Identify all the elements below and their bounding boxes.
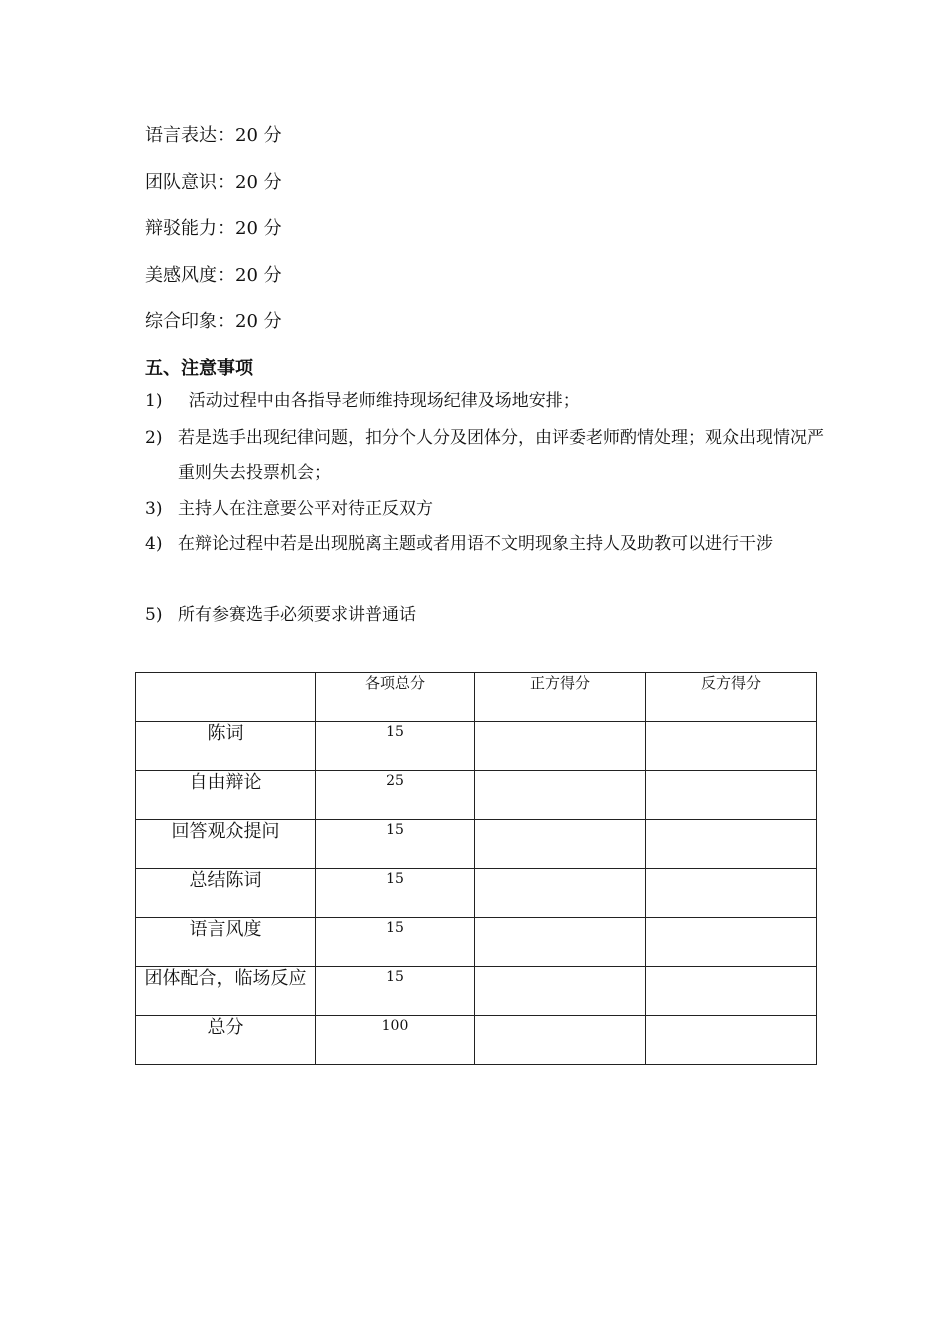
row-total: 15 [316, 820, 475, 869]
row-pro-score[interactable] [475, 820, 646, 869]
row-con-score[interactable] [646, 771, 817, 820]
table-row-total [136, 1016, 817, 1065]
row-label: 总分 [136, 1016, 316, 1065]
row-con-score[interactable] [646, 1016, 817, 1065]
row-label: 自由辩论 [136, 771, 316, 820]
score-criterion-style: 美感风度：20 分 [145, 265, 282, 286]
table-header-con: 反方得分 [646, 673, 817, 722]
note-item [145, 421, 825, 491]
row-total: 25 [316, 771, 475, 820]
table-row [136, 820, 817, 869]
row-label: 总结陈词 [136, 869, 316, 918]
table-header-total: 各项总分 [316, 673, 475, 722]
row-con-score[interactable] [646, 722, 817, 771]
row-pro-score[interactable] [475, 1016, 646, 1065]
row-pro-score[interactable] [475, 918, 646, 967]
score-criterion-teamwork: 团队意识：20 分 [145, 172, 282, 193]
row-pro-score[interactable] [475, 771, 646, 820]
table-row [136, 722, 817, 771]
note-item-text: 主持人在注意要公平对待正反双方 [178, 499, 433, 519]
row-total: 15 [316, 967, 475, 1016]
note-item [145, 384, 825, 419]
note-item [145, 598, 825, 633]
row-pro-score[interactable] [475, 967, 646, 1016]
note-item [145, 527, 825, 562]
row-con-score[interactable] [646, 820, 817, 869]
note-item-text: 所有参赛选手必须要求讲普通话 [178, 605, 416, 625]
row-con-score[interactable] [646, 967, 817, 1016]
note-item-number: 4) [145, 534, 163, 554]
row-con-score[interactable] [646, 869, 817, 918]
row-pro-score[interactable] [475, 722, 646, 771]
table-header-blank [136, 673, 316, 722]
table-header-row [136, 673, 817, 722]
section-heading-notes: 五、注意事项 [145, 358, 253, 379]
score-criterion-rebuttal: 辩驳能力：20 分 [145, 218, 282, 239]
note-item-text: 活动过程中由各指导老师维持现场纪律及场地安排； [178, 391, 580, 411]
table-row [136, 869, 817, 918]
note-item-text: 在辩论过程中若是出现脱离主题或者用语不文明现象主持人及助教可以进行干涉 [178, 534, 773, 554]
score-criterion-overall: 综合印象：20 分 [145, 311, 282, 332]
row-total: 100 [316, 1016, 475, 1065]
table-header-pro: 正方得分 [475, 673, 646, 722]
table-row [136, 918, 817, 967]
row-pro-score[interactable] [475, 869, 646, 918]
note-item-text: 若是选手出现纪律问题，扣分个人分及团体分，由评委老师酌情处理；观众出现情况严重则失去投票机会； [178, 428, 824, 483]
note-item-number: 2) [145, 428, 163, 448]
score-table [135, 672, 817, 1065]
note-item-number: 5) [145, 605, 163, 625]
table-row [136, 967, 817, 1016]
row-label: 语言风度 [136, 918, 316, 967]
row-total: 15 [316, 869, 475, 918]
note-item [145, 492, 825, 527]
row-total: 15 [316, 722, 475, 771]
score-criterion-language: 语言表达：20 分 [145, 125, 282, 146]
row-total: 15 [316, 918, 475, 967]
note-item-number: 3) [145, 499, 163, 519]
note-item-number: 1) [145, 391, 163, 411]
row-label: 回答观众提问 [136, 820, 316, 869]
row-label: 团体配合，临场反应 [136, 967, 316, 1016]
row-con-score[interactable] [646, 918, 817, 967]
row-label: 陈词 [136, 722, 316, 771]
table-row [136, 771, 817, 820]
